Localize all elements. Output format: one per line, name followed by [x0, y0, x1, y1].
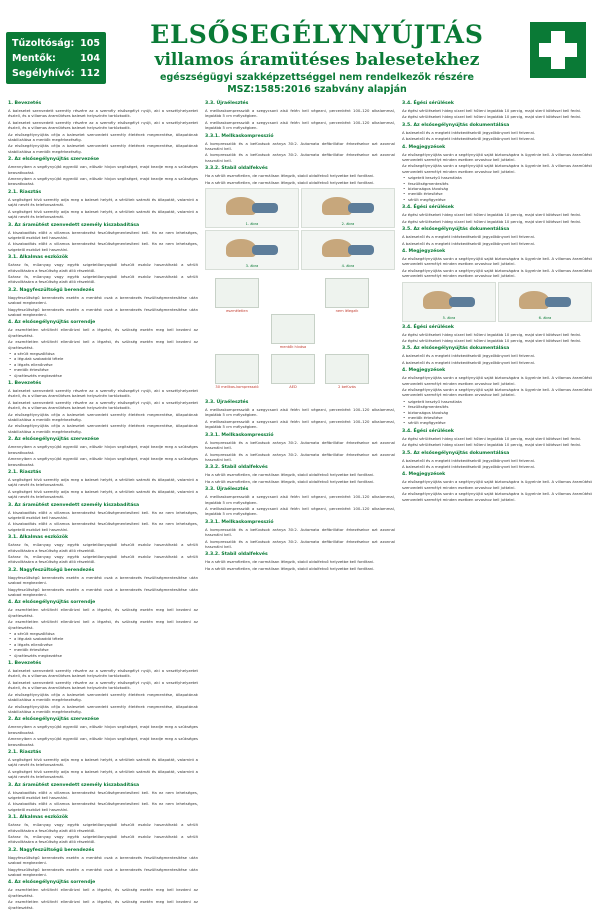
section-heading: 4. Megjegyzések — [402, 144, 446, 150]
paragraph: Száraz fa, műanyag vagy egyéb szigetelőanyagból készült eszköz használható a sérült eltávolítására a feszültség alatt álló részektől. — [8, 542, 198, 553]
section-heading: 3.5. Az elsősegélynyújtás dokumentálása — [402, 227, 510, 233]
helper-figure — [449, 297, 475, 307]
paragraph: A balesetet szenvedett személy részére az a személy elsősegélyt nyújt, aki a veszélyhelyzetet észleli, és a villamos áramütéses baleset helyszínén tartózkodik. — [8, 108, 198, 119]
section-heading: 2.1. Riasztás — [8, 189, 42, 195]
phone-row-emergency — [12, 66, 100, 81]
paragraph: Az elsősegélynyújtás során a segélynyújtó saját biztonságára is ügyelnie kell. A villamos áramütést szenvedett személyt minden esetben orvoshoz kell juttatni. — [402, 491, 592, 502]
section-heading: 3.3. Újraélesztés — [205, 101, 249, 106]
flowchart-node — [271, 314, 315, 344]
paragraph: A kompressziók és a befúvások aránya 30:2. Automata defibrillátor érkezésekor azt azonnal használni kell. — [205, 538, 395, 549]
section-heading: 1. Bevezetés — [8, 661, 42, 667]
column-3 — [402, 98, 592, 836]
helper-figure — [545, 297, 571, 307]
paragraph: Ha a sérült eszméletlen, de normálisan lélegzik, stabil oldalfekvő helyzetbe kell fordítani. — [205, 559, 375, 565]
audience-line: egészségügyi szakképzettséggel nem rendelkezők részére — [160, 72, 474, 83]
paragraph: A kiszabadítás előtt a villamos berendezést feszültségmentesíteni kell. Ha ez nem lehetséges, szigetelő eszközt kell használni. — [8, 509, 198, 520]
section-heading: 1. Bevezetés — [8, 101, 42, 106]
bullet-item: • szigetelt kesztyű használata — [402, 175, 592, 180]
phone-number: 105 — [80, 38, 100, 49]
bullet-item: • újraélesztés megkezdése — [8, 653, 198, 658]
bullet-item: • biztonságos távolság — [402, 410, 592, 415]
section-heading: 2. Az elsősegélynyújtás szervezése — [8, 717, 100, 723]
paragraph: Nagyfeszültségű berendezés esetén a mentést csak a berendezés feszültségmentesítése után szabad megkezdeni. — [8, 294, 198, 306]
section-heading: 2. Az elsősegélynyújtás szervezése — [8, 437, 100, 443]
section-heading: 3.4. Égési sérülések — [402, 205, 454, 211]
bullet-item: • sérült megfigyelése — [402, 420, 592, 425]
column-2 — [205, 98, 395, 836]
paragraph: Amennyiben a segélynyújtó egyedül van, először hívjon segítséget, majd kezdje meg a szükséges beavatkozást. — [8, 444, 198, 455]
bullet-item: • mentők értesítése — [402, 415, 592, 420]
paragraph: Amennyiben a segélynyújtó egyedül van, először hívjon segítséget, majd kezdje meg a szükséges beavatkozást. — [8, 456, 198, 467]
paragraph: Az elsősegélynyújtás célja a balesetet szenvedett személy életének megmentése, állapotának stabilizálása a mentők megérkezéséig. — [8, 411, 198, 423]
figure-grid — [402, 282, 592, 322]
section-heading: 3.4. Égési sérülések — [402, 324, 454, 330]
page-subtitle: villamos áramütéses balesetekhez — [154, 50, 480, 70]
illustration — [498, 282, 592, 322]
section-heading: 3.2. Nagyfeszültségű berendezés — [8, 287, 95, 293]
paragraph: A balesetről és a megtett intézkedésekről jegyzőkönyvet kell felvenni. — [402, 353, 536, 359]
paragraph: A balesetet szenvedett személy részére az a személy elsősegélyt nyújt, aki a veszélyhelyzetet észleli, és a villamos áramütéses baleset helyszínén tartózkodik. — [8, 119, 198, 131]
flowchart-node — [215, 354, 259, 384]
paragraph: Az elsősegélynyújtás célja a balesetet szenvedett személy életének megmentése, állapotának stabilizálása a mentők megérkezéséig. — [8, 143, 198, 154]
section-heading: 3.2. Nagyfeszültségű berendezés — [8, 567, 95, 573]
flowchart-label: AED — [289, 385, 297, 390]
paragraph: A balesetről és a megtett intézkedésekről jegyzőkönyvet kell felvenni. — [402, 457, 536, 463]
paragraph: A kompressziók és a befúvások aránya 30:2. Automata defibrillátor érkezésekor azt azonnal használni kell. — [205, 140, 395, 152]
illustration — [301, 230, 395, 270]
paragraph: A balesetről és a megtett intézkedésekről jegyzőkönyvet kell felvenni. — [402, 129, 536, 135]
section-heading: 3.3.2. Stabil oldalfekvés — [205, 166, 268, 172]
flowchart-node — [271, 354, 315, 384]
paragraph: A balesetről és a megtett intézkedésekről jegyzőkönyvet kell felvenni. — [402, 234, 536, 240]
emergency-phones-box — [6, 32, 106, 84]
paragraph: Nagyfeszültségű berendezés esetén a mentést csak a berendezés feszültségmentesítése után szabad megkezdeni. — [8, 306, 198, 317]
helper-figure — [348, 203, 374, 213]
paragraph: Az eszméletlen sérültnél ellenőrizni kell a légzést, és szükség esetén meg kell kezdeni az újraélesztést. — [8, 607, 198, 618]
paragraph: A segítséget hívó személy adja meg a baleset helyét, a sérültek számát és állapotát, valamint a saját nevét és telefonszámát. — [8, 488, 198, 500]
flowchart-label: nem lélegzik — [335, 309, 359, 314]
section-heading: 3.4. Égési sérülések — [402, 428, 454, 434]
paragraph: Száraz fa, műanyag vagy egyéb szigetelőanyagból készült eszköz használható a sérült eltávolítására a feszültség alatt álló részektől. — [8, 822, 198, 833]
paragraph: Ha a sérült eszméletlen, de normálisan lélegzik, stabil oldalfekvő helyzetbe kell fordítani. — [205, 565, 375, 571]
paragraph: A mellkaskompressziót a szegycsont alsó felén kell végezni, percenként 100–120 alkalommal, legalább 5 cm mélységben. — [205, 119, 395, 131]
paragraph: Száraz fa, műanyag vagy egyéb szigetelőanyagból készült eszköz használható a sérült eltávolítására a feszültség alatt álló részektől. — [8, 262, 198, 273]
section-heading: 2. Az elsősegélynyújtás szervezése — [8, 157, 100, 163]
paragraph: Száraz fa, műanyag vagy egyéb szigetelőanyagból készült eszköz használható a sérült eltávolítására a feszültség alatt álló részektől. — [8, 553, 198, 565]
section-heading: 3.3.1. Mellkaskompresszió — [205, 432, 274, 438]
paragraph: Száraz fa, műanyag vagy egyéb szigetelőanyagból készült eszköz használható a sérült eltávolítására a feszültség alatt álló részektől. — [8, 834, 198, 845]
paragraph: A segítséget hívó személy adja meg a baleset helyét, a sérültek számát és állapotát, valamint a saját nevét és telefonszámát. — [8, 476, 198, 488]
section-heading: 2.1. Riasztás — [8, 469, 42, 475]
phone-label: Tűzoltóság: — [12, 38, 75, 49]
paragraph: Ha a sérült eszméletlen, de normálisan lélegzik, stabil oldalfekvő helyzetbe kell fordítani. — [205, 179, 375, 185]
bullet-item: • újraélesztés megkezdése — [8, 373, 198, 378]
figure-caption: 2. ábra — [341, 222, 355, 227]
paragraph: A segítséget hívó személy adja meg a baleset helyét, a sérültek számát és állapotát, valamint a saját nevét és telefonszámát. — [8, 756, 198, 768]
section-heading: 4. Az elsősegélynyújtás sorrendje — [8, 600, 96, 606]
section-heading: 3.4. Égési sérülések — [402, 101, 454, 106]
section-heading: 4. Az elsősegélynyújtás sorrendje — [8, 320, 96, 326]
paragraph: Az eszméletlen sérültnél ellenőrizni kell a légzést, és szükség esetén meg kell kezdeni az újraélesztést. — [8, 887, 198, 898]
column-1 — [8, 98, 198, 910]
flowchart-label: eszméletlen — [226, 309, 248, 314]
flowchart-label: 2 befúvás — [338, 385, 356, 390]
paragraph: Nagyfeszültségű berendezés esetén a mentést csak a berendezés feszültségmentesítése után szabad megkezdeni. — [8, 586, 198, 597]
section-heading: 3.3.1. Mellkaskompresszió — [205, 133, 274, 139]
paragraph: Az elsősegélynyújtás célja a balesetet szenvedett személy életének megmentése, állapotának stabilizálása a mentők megérkezéséig. — [8, 423, 198, 434]
bullet-item: • mentők értesítése — [8, 367, 198, 372]
paragraph: Az elsősegélynyújtás során a segélynyújtó saját biztonságára is ügyelnie kell. A villamos áramütést szenvedett személyt minden esetben orvoshoz kell juttatni. — [402, 163, 592, 174]
paragraph: A mellkaskompressziót a szegycsont alsó felén kell végezni, percenként 100–120 alkalommal, legalább 5 cm mélységben. — [205, 418, 395, 430]
paragraph: Az eszméletlen sérültnél ellenőrizni kell a légzést, és szükség esetén meg kell kezdeni az újraélesztést. — [8, 339, 198, 350]
phone-label: Segélyhívó: — [12, 68, 75, 79]
flowchart-node — [215, 278, 259, 308]
paragraph: A balesetről és a megtett intézkedésekről jegyzőkönyvet kell felvenni. — [402, 359, 536, 365]
section-heading: 3.1. Alkalmas eszközök — [8, 815, 69, 821]
paragraph: A balesetről és a megtett intézkedésekről jegyzőkönyvet kell felvenni. — [402, 464, 536, 470]
paragraph: A balesetet szenvedett személy részére az a személy elsősegélyt nyújt, aki a veszélyhelyzetet észleli, és a villamos áramütéses baleset helyszínén tartózkodik. — [8, 399, 198, 411]
paragraph: A mellkaskompressziót a szegycsont alsó felén kell végezni, percenként 100–120 alkalommal, legalább 5 cm mélységben. — [205, 108, 395, 119]
paragraph: A segítséget hívó személy adja meg a baleset helyét, a sérültek számát és állapotát, valamint a saját nevét és telefonszámát. — [8, 208, 198, 220]
paragraph: Az elsősegélynyújtás célja a balesetet szenvedett személy életének megmentése, állapotának stabilizálása a mentők megérkezéséig. — [8, 131, 198, 143]
paragraph: Az elsősegélynyújtás célja a balesetet szenvedett személy életének megmentése, állapotának stabilizálása a mentők megérkezéséig. — [8, 703, 198, 714]
bullet-item: • a légzés ellenőrzése — [8, 642, 198, 647]
paragraph: Ha a sérült eszméletlen, de normálisan lélegzik, stabil oldalfekvő helyzetbe kell fordítani. — [205, 173, 375, 179]
bullet-item: • feszültségmentesítés — [402, 404, 592, 409]
section-heading: 3.3. Újraélesztés — [205, 487, 249, 493]
figure-caption: 6. ábra — [538, 315, 552, 320]
header — [0, 0, 600, 94]
figure-caption: 4. ábra — [341, 264, 355, 269]
paragraph: Az eszméletlen sérültnél ellenőrizni kell a légzést, és szükség esetén meg kell kezdeni az újraélesztést. — [8, 619, 198, 630]
section-heading: 3.3. Újraélesztés — [205, 400, 249, 406]
paragraph: A balesetet szenvedett személy részére az a személy elsősegélyt nyújt, aki a veszélyhelyzetet észleli, és a villamos áramütéses baleset helyszínén tartózkodik. — [8, 679, 198, 691]
paragraph: A balesetet szenvedett személy részére az a személy elsősegélyt nyújt, aki a veszélyhelyzetet észleli, és a villamos áramütéses baleset helyszínén tartózkodik. — [8, 388, 198, 399]
paragraph: Amennyiben a segélynyújtó egyedül van, először hívjon segítséget, majd kezdje meg a szükséges beavatkozást. — [8, 176, 198, 187]
illustration — [301, 188, 395, 228]
paragraph: A kiszabadítás előtt a villamos berendezést feszültségmentesíteni kell. Ha ez nem lehetséges, szigetelő eszközt kell használni. — [8, 521, 198, 532]
phone-label: Mentők: — [12, 53, 56, 64]
section-heading: 4. Megjegyzések — [402, 248, 446, 254]
figure-caption: 5. ábra — [442, 315, 456, 320]
section-heading: 4. Megjegyzések — [402, 472, 446, 478]
bullet-item: • feszültségmentesítés — [402, 181, 592, 186]
paragraph: Az égési sérüléseket hideg vízzel kell hűteni legalább 10 percig, majd steril kötéssel kell fedni. — [402, 331, 582, 337]
section-heading: 3.1. Alkalmas eszközök — [8, 535, 69, 541]
paragraph: A mellkaskompressziót a szegycsont alsó felén kell végezni, percenként 100–120 alkalommal, legalább 5 cm mélységben. — [205, 505, 395, 517]
flowchart-label: mentők hívása — [279, 345, 307, 350]
section-heading: 3. Az áramütést szenvedett személy kiszabadítása — [8, 222, 140, 228]
helper-figure — [252, 203, 278, 213]
section-heading: 4. Megjegyzések — [402, 368, 446, 374]
figure-grid — [205, 188, 395, 270]
paragraph: Az égési sérüléseket hideg vízzel kell hűteni legalább 10 percig, majd steril kötéssel kell fedni. — [402, 218, 582, 224]
paragraph: Az elsősegélynyújtás során a segélynyújtó saját biztonságára is ügyelnie kell. A villamos áramütést szenvedett személyt minden esetben orvoshoz kell juttatni. — [402, 386, 592, 398]
phone-row-fire — [12, 36, 100, 51]
section-heading: 3.2. Nagyfeszültségű berendezés — [8, 847, 95, 853]
paragraph: Amennyiben a segélynyújtó egyedül van, először hívjon segítséget, majd kezdje meg a szükséges beavatkozást. — [8, 736, 198, 747]
paragraph: Az elsősegélynyújtás során a segélynyújtó saját biztonságára is ügyelnie kell. A villamos áramütést szenvedett személyt minden esetben orvoshoz kell juttatni. — [402, 375, 592, 386]
flowchart-node — [325, 278, 369, 308]
paragraph: Az égési sérüléseket hideg vízzel kell hűteni legalább 10 percig, majd steril kötéssel kell fedni. — [402, 435, 582, 441]
paragraph: A kompressziók és a befúvások aránya 30:2. Automata defibrillátor érkezésekor azt azonnal használni kell. — [205, 439, 395, 451]
paragraph: Az elsősegélynyújtás célja a balesetet szenvedett személy életének megmentése, állapotának stabilizálása a mentők megérkezéséig. — [8, 691, 198, 703]
illustration — [205, 188, 299, 228]
paragraph: A segítséget hívó személy adja meg a baleset helyét, a sérültek számát és állapotát, valamint a saját nevét és telefonszámát. — [8, 196, 198, 208]
paragraph: Az eszméletlen sérültnél ellenőrizni kell a légzést, és szükség esetén meg kell kezdeni az újraélesztést. — [8, 899, 198, 910]
paragraph: Az elsősegélynyújtás során a segélynyújtó saját biztonságára is ügyelnie kell. A villamos áramütést szenvedett személyt minden esetben orvoshoz kell juttatni. — [402, 267, 592, 279]
flowchart — [205, 274, 395, 396]
bullet-item: • mentők értesítése — [8, 647, 198, 652]
bullet-item: • a sérült megszólítása — [8, 351, 198, 356]
paragraph: A kiszabadítás előtt a villamos berendezést feszültségmentesíteni kell. Ha ez nem lehetséges, szigetelő eszközt kell használni. — [8, 789, 198, 800]
paragraph: Az égési sérüléseket hideg vízzel kell hűteni legalább 10 percig, majd steril kötéssel kell fedni. — [402, 337, 582, 343]
section-heading: 3.3.2. Stabil oldalfekvés — [205, 465, 268, 471]
first-aid-cross-icon — [530, 22, 586, 78]
paragraph: A segítséget hívó személy adja meg a baleset helyét, a sérültek számát és állapotát, valamint a saját nevét és telefonszámát. — [8, 768, 198, 780]
section-heading: 3. Az áramütést szenvedett személy kiszabadítása — [8, 782, 140, 788]
bullet-item: • a sérült megszólítása — [8, 631, 198, 636]
paragraph: Az égési sérüléseket hideg vízzel kell hűteni legalább 10 percig, majd steril kötéssel kell fedni. — [402, 114, 582, 120]
paragraph: A kiszabadítás előtt a villamos berendezést feszültségmentesíteni kell. Ha ez nem lehetséges, szigetelő eszközt kell használni. — [8, 241, 198, 252]
section-heading: 3.5. Az elsősegélynyújtás dokumentálása — [402, 346, 510, 352]
bullet-item: • mentők értesítése — [402, 191, 592, 196]
paragraph: A kompressziók és a befúvások aránya 30:2. Automata defibrillátor érkezésekor azt azonnal használni kell. — [205, 152, 395, 163]
paragraph: A kompressziók és a befúvások aránya 30:2. Automata defibrillátor érkezésekor azt azonnal használni kell. — [205, 451, 395, 462]
paragraph: Nagyfeszültségű berendezés esetén a mentést csak a berendezés feszültségmentesítése után szabad megkezdeni. — [8, 574, 198, 586]
paragraph: Az elsősegélynyújtás során a segélynyújtó saját biztonságára is ügyelnie kell. A villamos áramütést szenvedett személyt minden esetben orvoshoz kell juttatni. — [402, 479, 592, 490]
illustration — [402, 282, 496, 322]
section-heading: 2.1. Riasztás — [8, 749, 42, 755]
paragraph: Az égési sérüléseket hideg vízzel kell hűteni legalább 10 percig, majd steril kötéssel kell fedni. — [402, 212, 582, 218]
paragraph: Az eszméletlen sérültnél ellenőrizni kell a légzést, és szükség esetén meg kell kezdeni az újraélesztést. — [8, 327, 198, 338]
helper-figure — [348, 245, 374, 255]
illustration — [205, 230, 299, 270]
paragraph: Az égési sérüléseket hideg vízzel kell hűteni legalább 10 percig, majd steril kötéssel kell fedni. — [402, 442, 582, 448]
paragraph: Az elsősegélynyújtás során a segélynyújtó saját biztonságára is ügyelnie kell. A villamos áramütést szenvedett személyt minden esetben orvoshoz kell juttatni. — [402, 255, 592, 267]
standard-line: MSZ:1585:2016 szabvány alapján — [227, 84, 407, 95]
bullet-item: • a légutak szabaddá tétele — [8, 636, 198, 641]
section-heading: 3.3.2. Stabil oldalfekvés — [205, 552, 268, 558]
paragraph: A mellkaskompressziót a szegycsont alsó felén kell végezni, percenként 100–120 alkalommal, legalább 5 cm mélységben. — [205, 494, 395, 505]
section-heading: 3.1. Alkalmas eszközök — [8, 255, 69, 261]
bullet-item: • biztonságos távolság — [402, 186, 592, 191]
paragraph: A mellkaskompressziót a szegycsont alsó felén kell végezni, percenként 100–120 alkalommal, legalább 5 cm mélységben. — [205, 407, 395, 418]
phone-number: 104 — [80, 53, 100, 64]
paragraph: A balesetet szenvedett személy részére az a személy elsősegélyt nyújt, aki a veszélyhelyzetet észleli, és a villamos áramütéses baleset helyszínén tartózkodik. — [8, 668, 198, 679]
figure-caption: 1. ábra — [245, 222, 259, 227]
paragraph: Nagyfeszültségű berendezés esetén a mentést csak a berendezés feszültségmentesítése után szabad megkezdeni. — [8, 854, 198, 866]
paragraph: Ha a sérült eszméletlen, de normálisan lélegzik, stabil oldalfekvő helyzetbe kell fordítani. — [205, 478, 375, 484]
paragraph: Az elsősegélynyújtás során a segélynyújtó saját biztonságára is ügyelnie kell. A villamos áramütést szenvedett személyt minden esetben orvoshoz kell juttatni. — [402, 151, 592, 163]
phone-number: 112 — [80, 68, 100, 79]
section-heading: 4. Az elsősegélynyújtás sorrendje — [8, 880, 96, 886]
section-heading: 3. Az áramütést szenvedett személy kiszabadítása — [8, 502, 140, 508]
paragraph: Az égési sérüléseket hideg vízzel kell hűteni legalább 10 percig, majd steril kötéssel kell fedni. — [402, 108, 582, 113]
bullet-item: • sérült megfigyelése — [402, 197, 592, 202]
section-heading: 3.5. Az elsősegélynyújtás dokumentálása — [402, 450, 510, 456]
flowchart-label: 30 mellkas-kompresszió — [215, 385, 259, 390]
section-heading: 3.3.1. Mellkaskompresszió — [205, 519, 274, 525]
paragraph: Amennyiben a segélynyújtó egyedül van, először hívjon segítséget, majd kezdje meg a szükséges beavatkozást. — [8, 164, 198, 175]
bullet-item: • szigetelt kesztyű használata — [402, 399, 592, 404]
section-heading: 3.5. Az elsősegélynyújtás dokumentálása — [402, 122, 510, 128]
helper-figure — [252, 245, 278, 255]
paragraph: A kiszabadítás előtt a villamos berendezést feszültségmentesíteni kell. Ha ez nem lehetséges, szigetelő eszközt kell használni. — [8, 801, 198, 812]
figure-caption: 3. ábra — [245, 264, 259, 269]
paragraph: Nagyfeszültségű berendezés esetén a mentést csak a berendezés feszültségmentesítése után szabad megkezdeni. — [8, 866, 198, 878]
paragraph: Amennyiben a segélynyújtó egyedül van, először hívjon segítséget, majd kezdje meg a szükséges beavatkozást. — [8, 724, 198, 735]
bullet-item: • a légutak szabaddá tétele — [8, 356, 198, 361]
paragraph: A kompressziók és a befúvások aránya 30:2. Automata defibrillátor érkezésekor azt azonnal használni kell. — [205, 526, 395, 538]
page-title: ELSŐSEGÉLYNYÚJTÁS — [150, 20, 484, 49]
paragraph: A balesetről és a megtett intézkedésekről jegyzőkönyvet kell felvenni. — [402, 240, 536, 246]
bullet-item: • a légzés ellenőrzése — [8, 362, 198, 367]
paragraph: A kiszabadítás előtt a villamos berendezést feszültségmentesíteni kell. Ha ez nem lehetséges, szigetelő eszközt kell használni. — [8, 229, 198, 240]
document-body — [0, 98, 600, 910]
flowchart-node — [325, 354, 369, 384]
phone-row-ambulance — [12, 51, 100, 66]
paragraph: A balesetről és a megtett intézkedésekről jegyzőkönyvet kell felvenni. — [402, 136, 536, 142]
paragraph: Ha a sérült eszméletlen, de normálisan lélegzik, stabil oldalfekvő helyzetbe kell fordítani. — [205, 472, 375, 478]
paragraph: Száraz fa, műanyag vagy egyéb szigetelőanyagból készült eszköz használható a sérült eltávolítására a feszültség alatt álló részektől. — [8, 273, 198, 285]
section-heading: 1. Bevezetés — [8, 381, 42, 387]
